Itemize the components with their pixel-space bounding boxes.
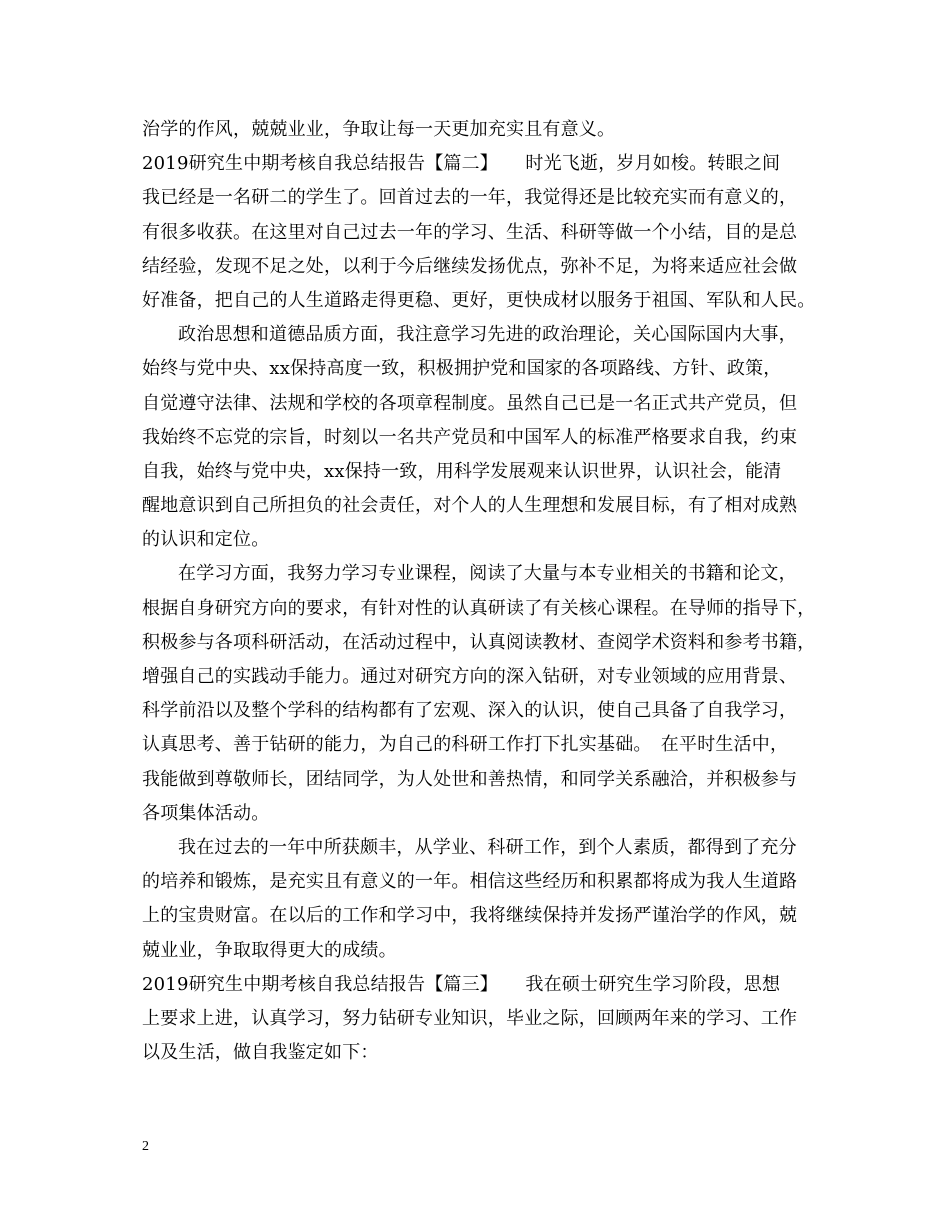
text-line: 2019研究生中期考核自我总结报告【篇二】 时光飞逝，岁月如梭。转眼之间 — [142, 153, 781, 175]
text-line: 有很多收获。在这里对自己过去一年的学习、生活、科研等做一个小结，目的是总 — [142, 221, 798, 243]
text-line: 的认识和定位。 — [142, 529, 270, 551]
text-line: 自我，始终与党中央，xx保持一致，用科学发展观来认识世界，认识社会，能清 — [142, 460, 782, 482]
text-line: 我始终不忘党的宗旨，时刻以一名共产党员和中国军人的标准严格要求自我，约束 — [142, 426, 798, 448]
text-line: 醒地意识到自己所担负的社会责任，对个人的人生理想和发展目标，有了相对成熟 — [142, 495, 798, 517]
text-line: 上要求上进，认真学习，努力钻研专业知识，毕业之际，回顾两年来的学习、工作 — [142, 1007, 798, 1029]
text-line: 的培养和锻炼，是充实且有意义的一年。相信这些经历和积累都将成为我人生道路 — [142, 871, 798, 893]
text-line: 根据自身研究方向的要求，有针对性的认真研读了有关核心课程。在导师的指导下， — [142, 597, 816, 619]
text-line: 积极参与各项科研活动，在活动过程中，认真阅读教材、查阅学术资料和参考书籍， — [142, 631, 816, 653]
text-line: 治学的作风，兢兢业业，争取让每一天更加充实且有意义。 — [142, 119, 616, 140]
body-text — [142, 113, 832, 1070]
text-line: 认真思考、善于钻研的能力，为自己的科研工作打下扎实基础。 在平时生活中， — [142, 734, 789, 756]
text-line: 在学习方面，我努力学习专业课程，阅读了大量与本专业相关的书籍和论文， — [178, 563, 797, 585]
text-line: 以及生活，做自我鉴定如下： — [142, 1042, 379, 1064]
text-line: 结经验，发现不足之处，以利于今后继续发扬优点，弥补不足，为将来适应社会做 — [142, 255, 798, 277]
text-line: 我在过去的一年中所获颇丰，从学业、科研工作，到个人素质，都得到了充分 — [178, 836, 797, 858]
text-line: 2019研究生中期考核自我总结报告【篇三】 我在硕士研究生学习阶段，思想 — [142, 973, 781, 995]
text-line: 我已经是一名研二的学生了。回首过去的一年，我觉得还是比较充实而有意义的， — [142, 187, 798, 209]
text-line: 始终与党中央、xx保持高度一致，积极拥护党和国家的各项路线、方针、政策， — [142, 358, 782, 380]
text-line: 兢业业，争取取得更大的成绩。 — [142, 939, 397, 961]
text-line: 增强自己的实践动手能力。通过对研究方向的深入钻研，对专业领域的应用背景、 — [142, 666, 798, 687]
text-line: 上的宝贵财富。在以后的工作和学习中，我将继续保持并发扬严谨治学的作风，兢 — [142, 905, 798, 927]
text-line: 科学前沿以及整个学科的结构都有了宏观、深入的认识，使自己具备了自我学习， — [142, 700, 798, 722]
page-number: 2 — [142, 1139, 149, 1154]
text-line: 好准备，把自己的人生道路走得更稳、更好，更快成材以服务于祖国、军队和人民。 — [142, 289, 816, 311]
text-line: 政治思想和道德品质方面，我注意学习先进的政治理论，关心国际国内大事， — [178, 324, 797, 346]
text-line: 我能做到尊敬师长，团结同学，为人处世和善热情，和同学关系融洽，并积极参与 — [142, 768, 798, 790]
text-line: 各项集体活动。 — [142, 802, 270, 824]
text-line: 自觉遵守法律、法规和学校的各项章程制度。虽然自己已是一名正式共产党员，但 — [142, 392, 798, 414]
